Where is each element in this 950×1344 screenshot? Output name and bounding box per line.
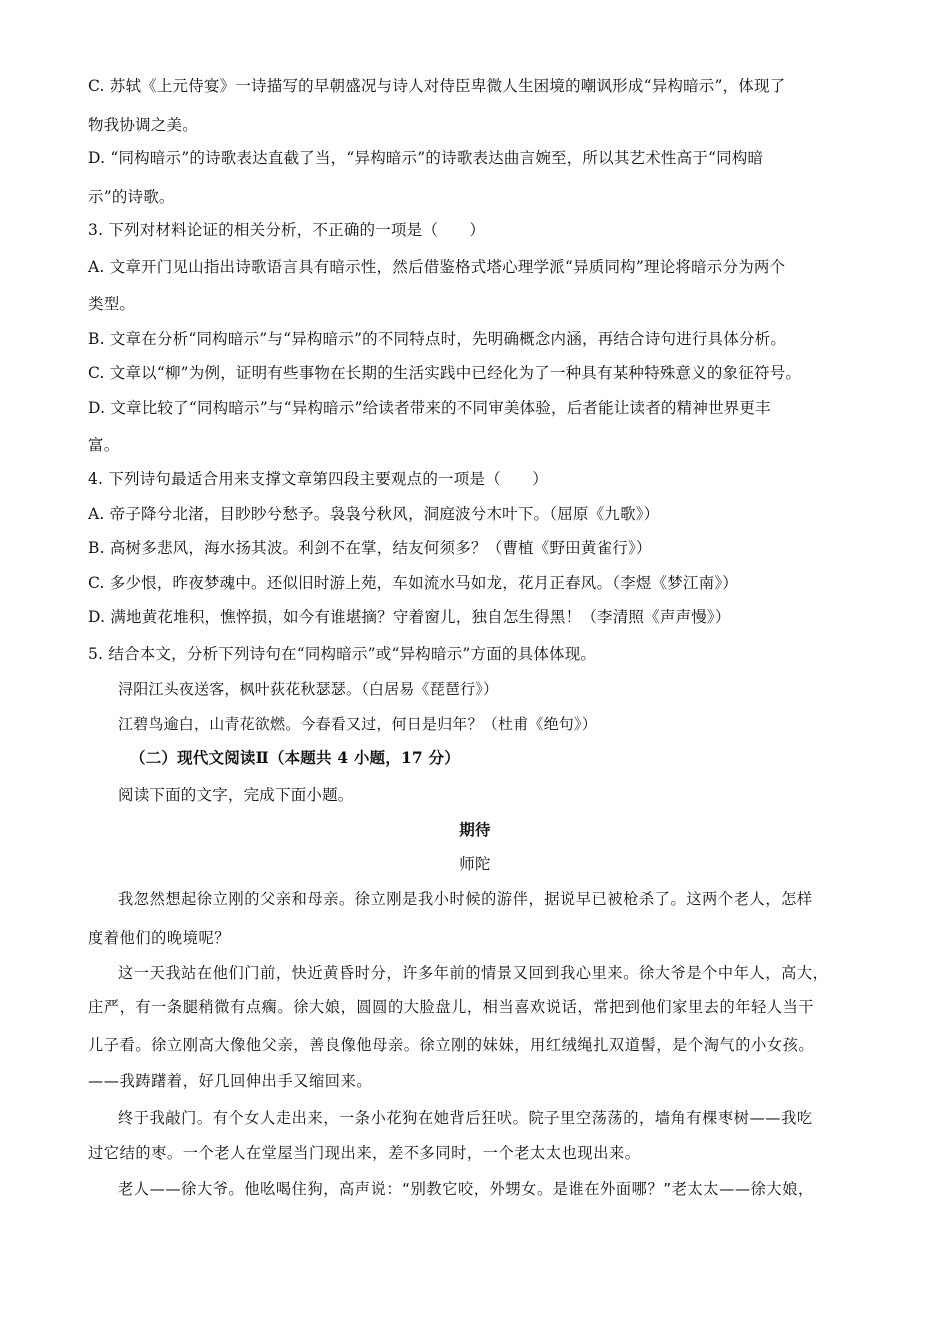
text-line-30: 终于我敲门。有个女人走出来，一条小花狗在她背后狂吠。院子里空荡荡的，墙角有棵枣树——我吃 <box>118 1109 813 1127</box>
text-line-23: 师陀 <box>459 855 491 873</box>
text-line-14: B. 高树多悲风，海水扬其波。利剑不在掌，结友何须多？（曹植《野田黄雀行》） <box>88 539 652 557</box>
text-line-26: 这一天我站在他们门前，快近黄昏时分，许多年前的情景又回到我心里来。徐大爷是个中年人，高大， <box>118 964 829 982</box>
text-line-10: D. 文章比较了“同构暗示”与“异构暗示”给读者带来的不同审美体验，后者能让读者的精神世界更丰 <box>88 399 771 417</box>
text-line-19: 江碧鸟逾白，山青花欲燃。今春看又过，何日是归年？（杜甫《绝句》） <box>118 715 597 733</box>
text-line-24: 我忽然想起徐立刚的父亲和母亲。徐立刚是我小时候的游伴，据说早已被枪杀了。这两个老人，怎样 <box>118 890 813 908</box>
text-line-28: 儿子看。徐立刚高大像他父亲，善良像他母亲。徐立刚的妹妹，用红绒绳扎双道髻，是个淘气的小女孩。 <box>88 1036 815 1054</box>
text-line-6: A. 文章开门见山指出诗歌语言具有暗示性，然后借鉴格式塔心理学派“异质同构”理论将暗示分为两个 <box>88 258 786 276</box>
text-line-17: 5. 结合本文，分析下列诗句在“同构暗示”或“异构暗示”方面的具体体现。 <box>88 645 597 663</box>
text-line-22: 期待 <box>459 820 491 839</box>
text-line-32: 老人——徐大爷。他吆喝住狗，高声说：“别教它咬，外甥女。是谁在外面哪？”老太太——徐大娘， <box>118 1180 814 1198</box>
text-line-20: （二）现代文阅读Ⅱ（本题共 4 小题，17 分） <box>130 748 460 767</box>
text-line-18: 浔阳江头夜送客，枫叶荻花秋瑟瑟。（白居易《琵琶行》） <box>118 680 499 698</box>
text-line-8: B. 文章在分析“同构暗示”与“异构暗示”的不同特点时，先明确概念内涵，再结合诗句进行具体分析。 <box>88 330 787 348</box>
text-line-13: A. 帝子降兮北渚，目眇眇兮愁予。袅袅兮秋风，洞庭波兮木叶下。（屈原《九歌》） <box>88 505 660 523</box>
text-line-9: C. 文章以“柳”为例，证明有些事物在长期的生活实践中已经化为了一种具有某种特殊意义的象征符号。 <box>88 364 802 382</box>
text-line-4: 示”的诗歌。 <box>88 188 175 206</box>
text-line-25: 度着他们的晚境呢？ <box>88 929 231 947</box>
text-line-2: 物我协调之美。 <box>88 116 198 134</box>
text-line-15: C. 多少恨，昨夜梦魂中。还似旧时游上苑，车如流水马如龙，花月正春风。（李煜《梦江南》） <box>88 574 738 592</box>
text-line-1: C. 苏轼《上元侍宴》一诗描写的早朝盛况与诗人对侍臣卑微人生困境的嘲讽形成“异构暗示”，体现了 <box>88 77 786 95</box>
text-line-5: 3. 下列对材料论证的相关分析，不正确的一项是（ ） <box>88 221 486 239</box>
text-line-31: 过它结的枣。一个老人在堂屋当门现出来，差不多同时，一个老太太也现出来。 <box>88 1144 641 1162</box>
text-line-11: 富。 <box>88 436 120 454</box>
text-line-3: D. “同构暗示”的诗歌表达直截了当，“异构暗示”的诗歌表达曲言婉至，所以其艺术性高于“同构暗 <box>88 149 764 167</box>
text-line-16: D. 满地黄花堆积，憔悴损，如今有谁堪摘？守着窗儿，独自怎生得黑！（李清照《声声慢》） <box>88 608 731 626</box>
text-line-27: 庄严，有一条腿稍微有点瘸。徐大娘，圆圆的大脸盘儿，相当喜欢说话，常把到他们家里去的年轻人当干 <box>88 998 815 1016</box>
text-line-7: 类型。 <box>88 295 136 313</box>
text-line-21: 阅读下面的文字，完成下面小题。 <box>118 786 354 804</box>
text-line-29: ——我踌躇着，好几回伸出手又缩回来。 <box>88 1072 373 1090</box>
text-line-12: 4. 下列诗句最适合用来支撑文章第四段主要观点的一项是（ ） <box>88 470 548 488</box>
